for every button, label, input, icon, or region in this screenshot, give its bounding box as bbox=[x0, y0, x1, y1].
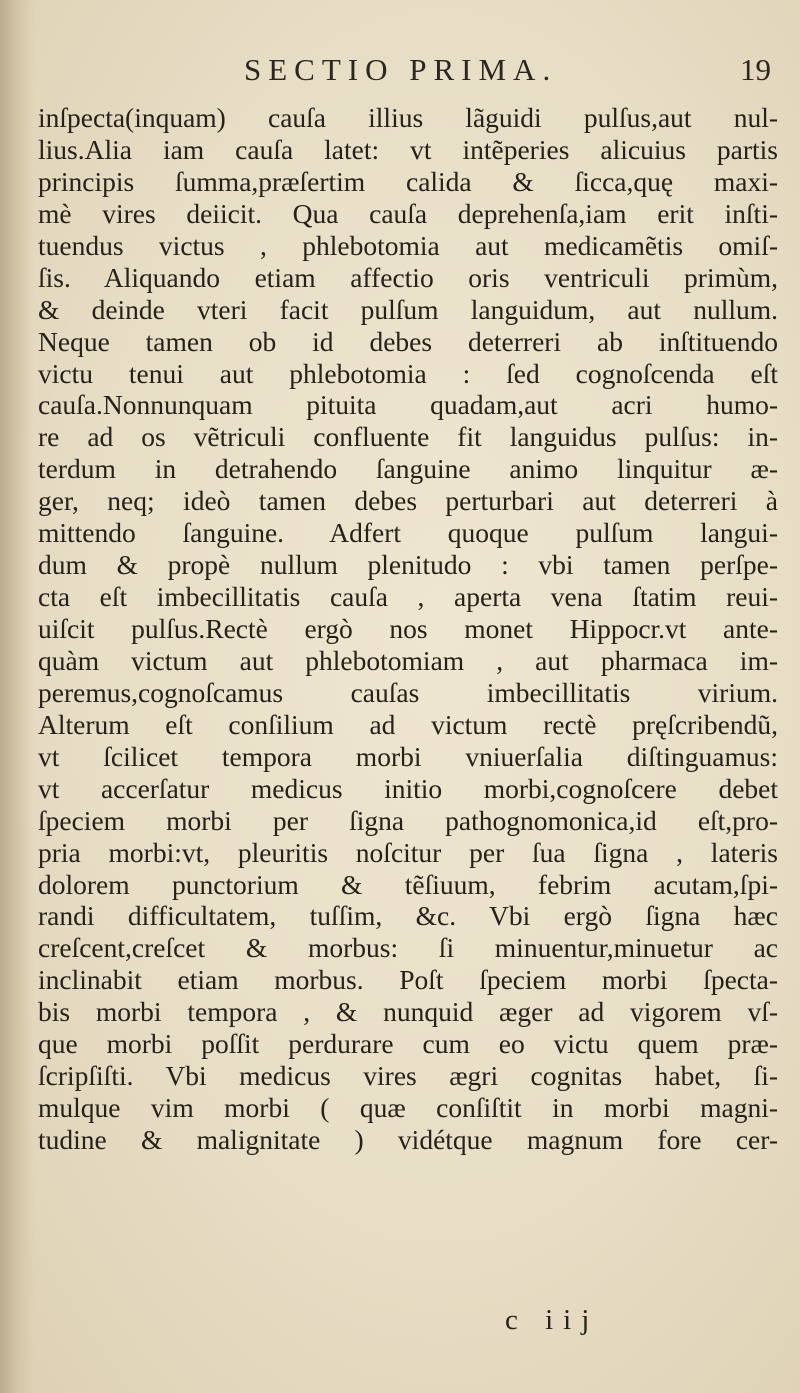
text-line: vt ſcilicet tempora morbi vniuerſalia diſtinguamus: bbox=[38, 740, 778, 772]
body-text bbox=[38, 102, 778, 1156]
text-line: re ad os vẽtriculi confluente fit languidus pulſus: in- bbox=[38, 421, 778, 453]
text-line: ſis. Aliquando etiam affectio oris ventriculi primùm, bbox=[38, 261, 778, 293]
text-line: inclinabit etiam morbus. Poſt ſpeciem morbi ſpecta- bbox=[38, 964, 778, 996]
text-line: dolorem punctorium & tẽſiuum, febrim acutam,ſpi- bbox=[38, 868, 778, 900]
text-line: terdum in detrahendo ſanguine animo linquitur æ- bbox=[38, 453, 778, 485]
text-line: tuendus victus , phlebotomia aut medicamẽtis omiſ- bbox=[38, 229, 778, 261]
signature-mark: c iij bbox=[505, 1304, 600, 1336]
page-header bbox=[0, 52, 800, 96]
running-head: SECTIO PRIMA. bbox=[244, 52, 558, 87]
binding-gutter-shadow bbox=[0, 0, 34, 1393]
text-line: Neque tamen ob id debes deterreri ab inſtituendo bbox=[38, 325, 778, 357]
text-line: que morbi poſſit perdurare cum eo victu quem præ- bbox=[38, 1028, 778, 1060]
text-line: dum & propè nullum plenitudo : vbi tamen perſpe- bbox=[38, 549, 778, 581]
text-line: cauſa.Nonnunquam pituita quadam,aut acri humo- bbox=[38, 389, 778, 421]
text-line: quàm victum aut phlebotomiam , aut pharmaca im- bbox=[38, 644, 778, 676]
text-line: bis morbi tempora , & nunquid æger ad vigorem vſ- bbox=[38, 996, 778, 1028]
text-line: mè vires deiicit. Qua cauſa deprehenſa,iam erit inſti- bbox=[38, 197, 778, 229]
text-line: mulque vim morbi ( quæ conſiſtit in morbi magni- bbox=[38, 1092, 778, 1124]
page-number: 19 bbox=[740, 52, 771, 87]
text-line: cta eſt imbecillitatis cauſa , aperta vena ſtatim reui- bbox=[38, 581, 778, 613]
text-line: ger, neq; ideò tamen debes perturbari aut deterreri à bbox=[38, 485, 778, 517]
text-line: lius.Alia iam cauſa latet: vt intẽperies alicuius partis bbox=[38, 133, 778, 165]
text-line: peremus,cognoſcamus cauſas imbecillitatis virium. bbox=[38, 676, 778, 708]
text-line: ſpeciem morbi per ſigna pathognomonica,id eſt,pro- bbox=[38, 804, 778, 836]
text-line: vt accerſatur medicus initio morbi,cognoſcere debet bbox=[38, 772, 778, 804]
text-line: victu tenui aut phlebotomia : ſed cognoſcenda eſt bbox=[38, 357, 778, 389]
text-line: uiſcit pulſus.Rectè ergò nos monet Hippocr.vt ante- bbox=[38, 613, 778, 644]
text-line: pria morbi:vt, pleuritis noſcitur per ſua ſigna , lateris bbox=[38, 836, 778, 868]
text-line: Alterum eſt conſilium ad victum rectè pręſcribendũ, bbox=[38, 708, 778, 740]
text-line: principis ſumma,præſertim calida & ſicca,quę maxi- bbox=[38, 165, 778, 197]
text-line: mittendo ſanguine. Adfert quoque pulſum langui- bbox=[38, 517, 778, 549]
text-line: creſcent,creſcet & morbus: ſi minuentur,minuetur ac bbox=[38, 932, 778, 964]
text-line: & deinde vteri facit pulſum languidum, aut nullum. bbox=[38, 293, 778, 325]
text-line: inſpecta(inquam) cauſa illius lãguidi pulſus,aut nul- bbox=[38, 102, 778, 133]
text-line: tudine & malignitate ) vidétque magnum fore cer- bbox=[38, 1124, 778, 1155]
text-line: randi difficultatem, tuſſim, &c. Vbi ergò ſigna hæc bbox=[38, 900, 778, 932]
text-line: ſcripſiſti. Vbi medicus vires ægri cognitas habet, ſi- bbox=[38, 1060, 778, 1092]
